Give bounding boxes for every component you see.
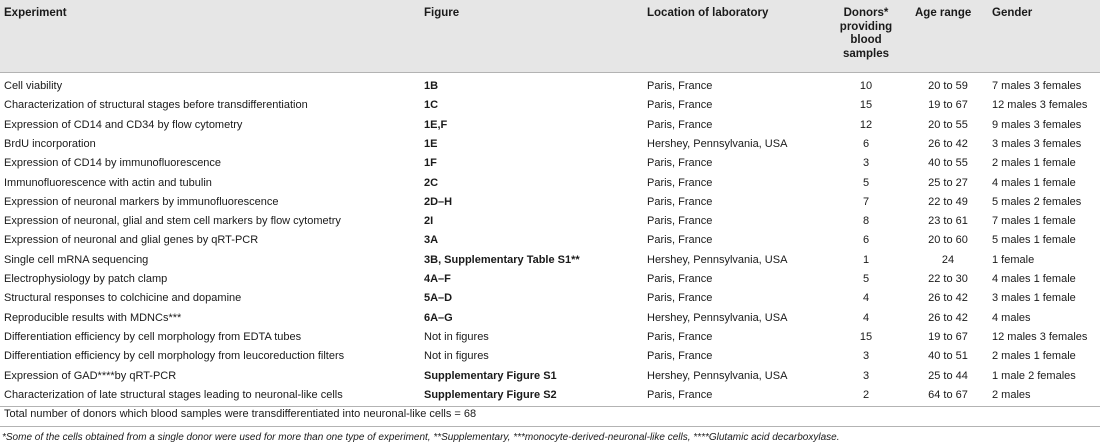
cell-donors: 15	[859, 99, 873, 112]
cell-donors: 5	[862, 273, 870, 285]
cell-donors: 15	[859, 330, 873, 343]
cell-figure	[424, 234, 438, 247]
cell-location: Hershey, Pennsylvania, USA	[647, 369, 788, 382]
header-figure: Figure	[424, 7, 460, 19]
cell-figure-bold: 1E,F	[424, 118, 448, 131]
cell-location: Paris, France	[647, 350, 713, 363]
cell-gender: 7 males 3 females	[992, 80, 1082, 92]
cell-figure	[424, 370, 557, 383]
cell-donors: 1	[862, 253, 870, 266]
cell-location: Paris, France	[647, 80, 713, 92]
cell-figure-bold: 2D–H	[424, 195, 453, 208]
cell-location: Paris, France	[647, 195, 713, 208]
cell-figure-bold: 3B	[424, 253, 439, 266]
cell-figure	[424, 196, 452, 209]
cell-location: Paris, France	[647, 273, 713, 285]
cell-figure	[424, 138, 437, 151]
cell-figure	[424, 350, 489, 363]
cell-age-range: 40 to 55	[928, 157, 968, 170]
cell-experiment: Reproducible results with MDNCs***	[4, 311, 182, 324]
cell-gender: 1 female	[992, 253, 1035, 266]
header-donors	[826, 7, 906, 61]
cell-donors: 4	[862, 292, 870, 305]
cell-figure-bold: 1E	[424, 137, 438, 150]
cell-experiment: Electrophysiology by patch clamp	[4, 273, 168, 285]
cell-experiment: Cell viability	[4, 80, 63, 92]
cell-location: Paris, France	[647, 292, 713, 305]
table-row	[0, 231, 1100, 250]
cell-age-range: 19 to 67	[928, 99, 968, 112]
header-gender: Gender	[992, 7, 1033, 19]
total-donors-note: Total number of donors which blood samples were transdifferentiated into neuronal-like cells = 68	[4, 408, 477, 420]
table-row	[0, 270, 1100, 289]
table-row	[0, 77, 1100, 96]
cell-gender: 5 males 2 females	[992, 195, 1082, 208]
cell-location: Paris, France	[647, 330, 713, 343]
cell-gender: 9 males 3 females	[992, 118, 1082, 131]
cell-gender: 1 male 2 females	[992, 369, 1076, 382]
cell-age-range: 26 to 42	[928, 137, 968, 150]
cell-location: Paris, France	[647, 99, 713, 112]
cell-gender: 4 males	[992, 311, 1031, 324]
cell-experiment: Immunofluorescence with actin and tubulin	[4, 176, 212, 189]
cell-age-range: 26 to 42	[928, 311, 968, 324]
table-row	[0, 212, 1100, 231]
cell-age-range: 20 to 55	[928, 118, 968, 131]
cell-experiment: Characterization of structural stages before transdifferentiation	[4, 99, 308, 112]
table-row	[0, 96, 1100, 115]
cell-figure-bold: 2I	[424, 215, 434, 228]
cell-experiment: Expression of neuronal markers by immunofluorescence	[4, 195, 279, 208]
table-row	[0, 328, 1100, 347]
cell-age-range: 19 to 67	[928, 330, 968, 343]
cell-location: Paris, France	[647, 176, 713, 189]
cell-donors: 10	[859, 80, 873, 92]
header-donors-line-1: Donors*	[843, 7, 889, 19]
cell-figure-bold: 1C	[424, 99, 439, 112]
cell-location: Paris, France	[647, 157, 713, 170]
footnote-rule	[0, 426, 1100, 427]
cell-location: Paris, France	[647, 118, 713, 131]
cell-location: Hershey, Pennsylvania, USA	[647, 137, 788, 150]
table-row	[0, 347, 1100, 366]
cell-donors: 6	[862, 234, 870, 247]
table-row	[0, 367, 1100, 386]
cell-location: Hershey, Pennsylvania, USA	[647, 253, 788, 266]
cell-age-range: 64 to 67	[928, 388, 968, 401]
cell-experiment: Expression of CD14 and CD34 by flow cytometry	[4, 118, 243, 131]
cell-experiment: Expression of neuronal, glial and stem cell markers by flow cytometry	[4, 215, 341, 228]
cell-location: Paris, France	[647, 388, 713, 401]
cell-gender: 5 males 1 female	[992, 234, 1076, 247]
cell-age-range: 25 to 44	[928, 369, 968, 382]
cell-gender: 2 males 1 female	[992, 157, 1076, 170]
cell-experiment: Expression of GAD****by qRT-PCR	[4, 369, 177, 382]
cell-experiment: BrdU incorporation	[4, 137, 96, 150]
cell-donors: 8	[862, 215, 870, 228]
cell-age-range: 20 to 59	[928, 80, 968, 92]
header-rule	[0, 72, 1100, 73]
cell-gender: 4 males 1 female	[992, 176, 1076, 189]
cell-donors: 5	[862, 176, 870, 189]
table-row	[0, 174, 1100, 193]
table-row	[0, 386, 1100, 405]
header-donors-line-3: blood	[850, 34, 882, 46]
cell-donors: 2	[862, 388, 870, 401]
cell-experiment: Differentiation efficiency by cell morphology from EDTA tubes	[4, 330, 302, 343]
cell-figure-bold: 2C	[424, 176, 439, 189]
cell-figure	[424, 80, 438, 93]
cell-experiment: Expression of CD14 by immunofluorescence	[4, 157, 222, 170]
cell-gender: 3 males 1 female	[992, 292, 1076, 305]
cell-figure-bold: Supplementary Figure S1	[424, 369, 557, 382]
table-row	[0, 309, 1100, 328]
cell-gender: 2 males 1 female	[992, 350, 1076, 363]
cell-experiment: Differentiation efficiency by cell morphology from leucoreduction filters	[4, 350, 345, 363]
cell-figure-rest: Not in figures	[424, 330, 489, 343]
header-location: Location of laboratory	[647, 7, 769, 19]
cell-gender: 12 males 3 females	[992, 99, 1088, 112]
cell-gender: 7 males 1 female	[992, 215, 1076, 228]
cell-figure	[424, 99, 438, 112]
cell-figure-bold: 4A–F	[424, 273, 451, 285]
cell-gender: 12 males 3 females	[992, 330, 1088, 343]
header-donors-line-2: providing	[839, 20, 893, 33]
cell-gender: 4 males 1 female	[992, 273, 1076, 285]
cell-age-range: 22 to 49	[928, 195, 968, 208]
cell-experiment: Structural responses to colchicine and dopamine	[4, 292, 242, 305]
cell-figure	[424, 177, 438, 190]
cell-donors: 3	[862, 369, 870, 382]
header-age-range: Age range	[915, 7, 972, 19]
cell-experiment: Expression of neuronal and glial genes by qRT-PCR	[4, 234, 259, 247]
cell-donors: 7	[862, 195, 870, 208]
cell-location: Paris, France	[647, 234, 713, 247]
cell-age-range: 40 to 51	[928, 350, 968, 363]
cell-figure	[424, 389, 557, 402]
cell-figure-bold: 1B	[424, 80, 439, 92]
cell-donors: 12	[859, 118, 873, 131]
cell-age-range: 22 to 30	[928, 273, 968, 285]
cell-age-range: 23 to 61	[928, 215, 968, 228]
cell-figure	[424, 254, 580, 267]
cell-figure-rest: , Supplementary Table S1**	[438, 253, 580, 266]
cell-figure	[424, 215, 433, 228]
cell-experiment: Characterization of late structural stages leading to neuronal-like cells	[4, 388, 343, 401]
cell-figure-bold: 1F	[424, 157, 437, 170]
table-row	[0, 116, 1100, 135]
cell-age-range: 26 to 42	[928, 292, 968, 305]
cell-figure-bold: 6A–G	[424, 311, 453, 324]
cell-figure	[424, 292, 452, 305]
bottom-rule	[0, 406, 1100, 407]
table-row	[0, 251, 1100, 270]
cell-figure-bold: Supplementary Figure S2	[424, 388, 557, 401]
cell-age-range: 20 to 60	[928, 234, 968, 247]
cell-donors: 3	[862, 350, 870, 363]
cell-figure-bold: 3A	[424, 234, 439, 247]
cell-location: Paris, France	[647, 215, 713, 228]
cell-donors: 3	[862, 157, 870, 170]
table-row	[0, 154, 1100, 173]
cell-figure	[424, 331, 489, 344]
cell-figure	[424, 119, 447, 132]
header-experiment: Experiment	[4, 7, 67, 19]
cell-figure-bold: 5A–D	[424, 292, 453, 305]
table-row	[0, 193, 1100, 212]
table-row	[0, 289, 1100, 308]
cell-figure	[424, 273, 451, 286]
cell-donors: 6	[862, 137, 870, 150]
cell-donors: 4	[862, 311, 870, 324]
cell-figure	[424, 312, 453, 325]
cell-age-range: 24	[941, 253, 955, 266]
cell-location: Hershey, Pennsylvania, USA	[647, 311, 788, 324]
cell-experiment: Single cell mRNA sequencing	[4, 253, 149, 266]
cell-age-range: 25 to 27	[928, 176, 968, 189]
table-row	[0, 135, 1100, 154]
cell-figure-rest: Not in figures	[424, 350, 489, 363]
cell-gender: 3 males 3 females	[992, 137, 1082, 150]
cell-figure	[424, 157, 437, 170]
footnote: *Some of the cells obtained from a single donor were used for more than one type of experiment, **Supplementary, ***monocyte-derived-neuronal-like cells, ****Glutamic acid decarboxylase.	[2, 432, 840, 443]
header-donors-line-4: samples	[842, 47, 890, 60]
cell-gender: 2 males	[992, 388, 1031, 401]
